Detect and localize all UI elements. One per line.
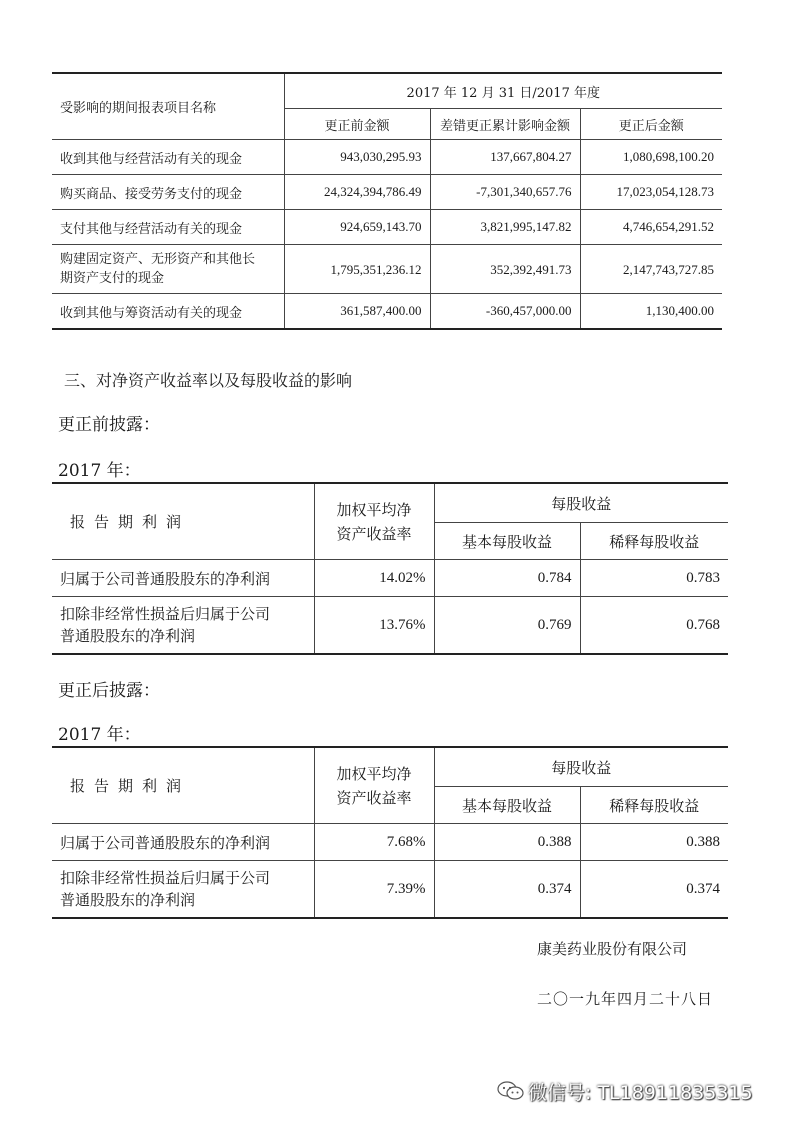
- row-name: 支付其他与经营活动有关的现金: [52, 210, 284, 245]
- header-diluted-eps: 稀释每股收益: [580, 523, 728, 560]
- value-before: 1,795,351,236.12: [284, 245, 430, 294]
- col-header-impact: 差错更正累计影响金额: [430, 109, 580, 140]
- roe-value: 7.68%: [314, 824, 434, 861]
- header-eps: 每股收益: [434, 483, 728, 523]
- row-name: 扣除非经常性损益后归属于公司 普通股股东的净利润: [52, 861, 314, 919]
- header-profit: 报告期利润: [52, 747, 314, 824]
- after-label: 更正后披露：: [58, 681, 160, 701]
- header-diluted-eps: 稀释每股收益: [580, 787, 728, 824]
- row-name: 购买商品、接受劳务支付的现金: [52, 175, 284, 210]
- eps-after-table: [52, 746, 728, 919]
- diluted-eps-value: 0.388: [580, 824, 728, 861]
- value-impact: 3,821,995,147.82: [430, 210, 580, 245]
- row-name-line1: 购建固定资产、无形资产和其他长: [60, 252, 256, 267]
- table-row: [52, 210, 722, 245]
- section-title: 三、对净资产收益率以及每股收益的影响: [64, 371, 353, 390]
- basic-eps-value: 0.769: [434, 597, 580, 655]
- col-header-after: 更正后金额: [580, 109, 722, 140]
- roe-value: 14.02%: [314, 560, 434, 597]
- table-row: [52, 824, 728, 861]
- value-after: 1,130,400.00: [580, 294, 722, 330]
- value-impact: -7,301,340,657.76: [430, 175, 580, 210]
- period-header: 2017 年 12 月 31 日/2017 年度: [284, 73, 722, 109]
- value-impact: -360,457,000.00: [430, 294, 580, 330]
- value-before: 361,587,400.00: [284, 294, 430, 330]
- diluted-eps-value: 0.768: [580, 597, 728, 655]
- eps-before-table: [52, 482, 728, 655]
- roe-value: 13.76%: [314, 597, 434, 655]
- table-row: [52, 560, 728, 597]
- company-name: 康美药业股份有限公司: [537, 940, 688, 958]
- table-row: [52, 597, 728, 655]
- cash-flow-correction-table: [52, 72, 722, 330]
- diluted-eps-value: 0.783: [580, 560, 728, 597]
- row-name: 归属于公司普通股股东的净利润: [52, 824, 314, 861]
- header-roe: 加权平均净 资产收益率: [314, 747, 434, 824]
- row-name: [52, 245, 284, 294]
- row-name: 扣除非经常性损益后归属于公司 普通股股东的净利润: [52, 597, 314, 655]
- header-basic-eps: 基本每股收益: [434, 787, 580, 824]
- header-roe: 加权平均净 资产收益率: [314, 483, 434, 560]
- basic-eps-value: 0.374: [434, 861, 580, 919]
- value-impact: 352,392,491.73: [430, 245, 580, 294]
- roe-value: 7.39%: [314, 861, 434, 919]
- value-before: 943,030,295.93: [284, 140, 430, 175]
- value-after: 2,147,743,727.85: [580, 245, 722, 294]
- table-row: [52, 175, 722, 210]
- table-row: [52, 294, 722, 330]
- row-name: 收到其他与筹资活动有关的现金: [52, 294, 284, 330]
- value-after: 4,746,654,291.52: [580, 210, 722, 245]
- table-row: [52, 245, 722, 294]
- value-before: 24,324,394,786.49: [284, 175, 430, 210]
- header-profit: 报告期利润: [52, 483, 314, 560]
- header-eps: 每股收益: [434, 747, 728, 787]
- row-name: 归属于公司普通股股东的净利润: [52, 560, 314, 597]
- value-after: 17,023,054,128.73: [580, 175, 722, 210]
- value-after: 1,080,698,100.20: [580, 140, 722, 175]
- value-before: 924,659,143.70: [284, 210, 430, 245]
- basic-eps-value: 0.388: [434, 824, 580, 861]
- wechat-icon: [496, 1080, 526, 1102]
- value-impact: 137,667,804.27: [430, 140, 580, 175]
- signature-date: 二〇一九年四月二十八日: [537, 990, 714, 1008]
- before-year: 2017 年：: [58, 461, 141, 481]
- basic-eps-value: 0.784: [434, 560, 580, 597]
- row-name: 收到其他与经营活动有关的现金: [52, 140, 284, 175]
- row-name-line2: 期资产支付的现金: [60, 271, 165, 286]
- wechat-watermark: 微信号: TL18911835315: [528, 1082, 753, 1104]
- table-row: [52, 140, 722, 175]
- table-row: [52, 861, 728, 919]
- before-label: 更正前披露：: [58, 415, 160, 435]
- col-header-before: 更正前金额: [284, 109, 430, 140]
- diluted-eps-value: 0.374: [580, 861, 728, 919]
- after-year: 2017 年：: [58, 725, 141, 745]
- row-header: 受影响的期间报表项目名称: [52, 73, 284, 140]
- header-basic-eps: 基本每股收益: [434, 523, 580, 560]
